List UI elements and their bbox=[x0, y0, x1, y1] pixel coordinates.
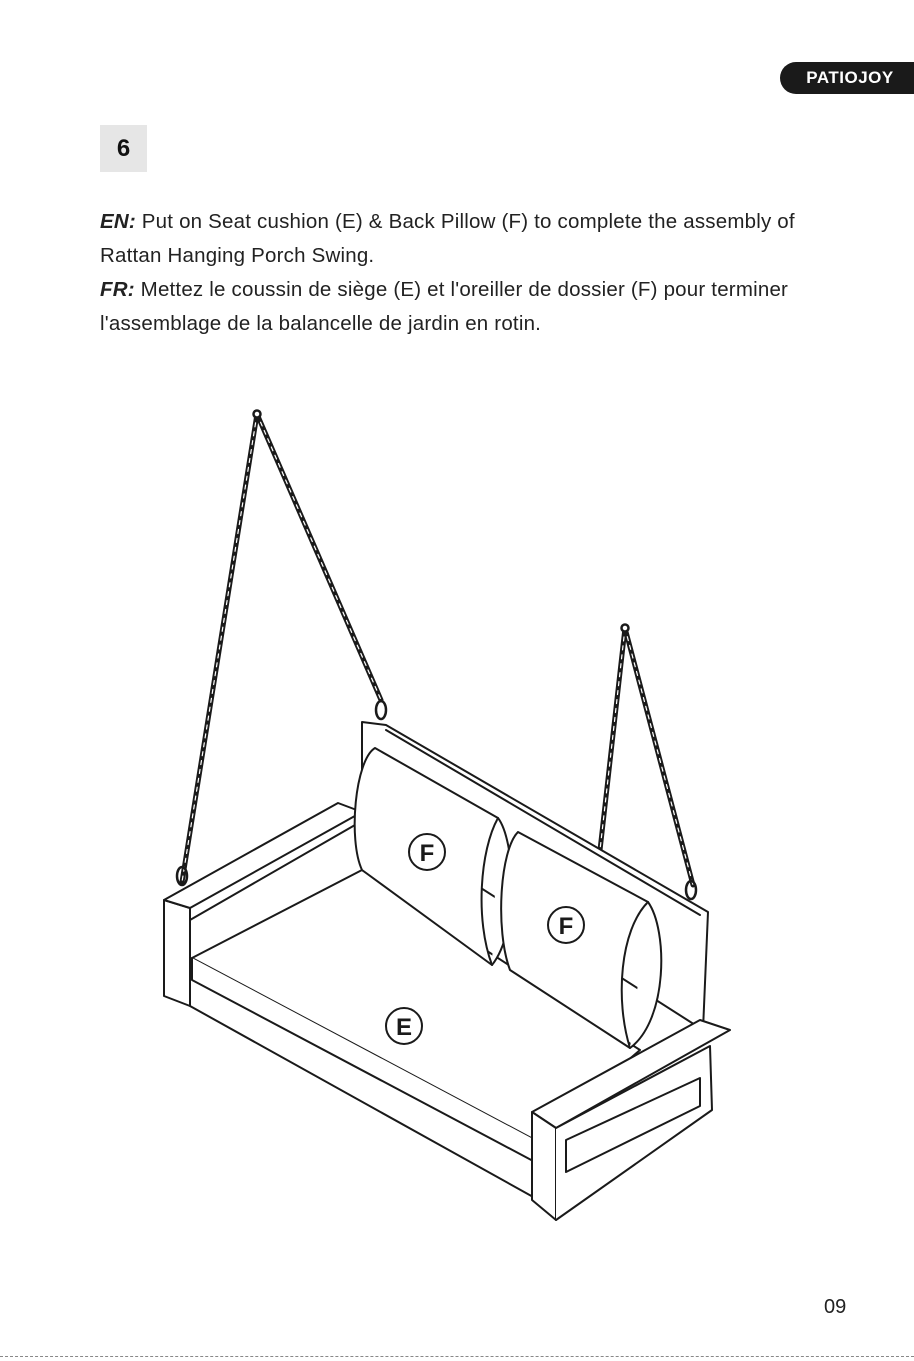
page-number: 09 bbox=[824, 1296, 847, 1318]
label-f-right bbox=[548, 907, 584, 943]
patiojoy-logo: PATIOJOY bbox=[780, 62, 914, 94]
label-e-seat bbox=[386, 1008, 422, 1044]
chain-left-outer bbox=[182, 414, 257, 882]
label-e-seat-text: E bbox=[395, 1014, 413, 1041]
page-cut-line bbox=[0, 1356, 914, 1357]
instruction-en-label: EN: bbox=[100, 210, 136, 233]
chain-right-inner bbox=[625, 628, 693, 885]
instruction-en-text: Put on Seat cushion (E) & Back Pillow (F) to complete the assembly of Rattan Hanging Porch Swing. bbox=[100, 210, 795, 267]
instruction-fr bbox=[100, 273, 820, 341]
step-number-badge: 6 bbox=[100, 125, 147, 172]
instructions-block bbox=[100, 205, 820, 341]
porch-swing-illustration bbox=[150, 400, 750, 1240]
label-f-left-text: F bbox=[419, 840, 435, 867]
label-f-left bbox=[409, 834, 445, 870]
instruction-en bbox=[100, 205, 820, 273]
chain-left-inner bbox=[257, 414, 381, 700]
instruction-fr-label: FR: bbox=[100, 278, 135, 301]
instruction-fr-text: Mettez le coussin de siège (E) et l'oreiller de dossier (F) pour terminer l'assemblage de la balancelle de jardin en rotin. bbox=[100, 278, 789, 335]
label-f-right-text: F bbox=[558, 913, 574, 940]
